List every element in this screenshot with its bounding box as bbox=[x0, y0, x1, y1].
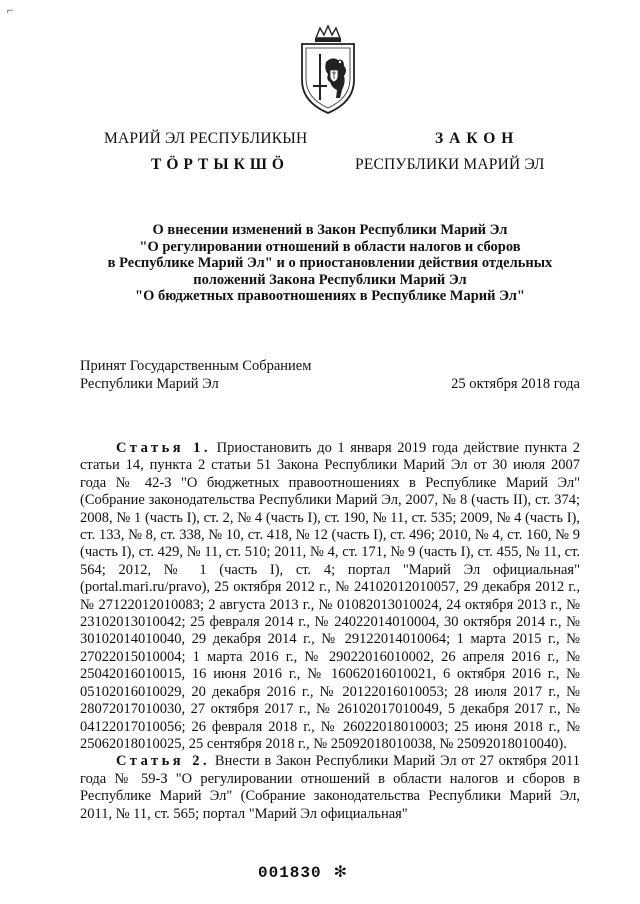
article-1-label: Статья 1. bbox=[116, 440, 212, 456]
header-right-line1: ЗАКОН bbox=[435, 130, 520, 147]
title-line: положений Закона Республики Марий Эл bbox=[193, 271, 467, 288]
article-2-label: Статья 2. bbox=[116, 753, 211, 770]
header-right-line2: РЕСПУБЛИКИ МАРИЙ ЭЛ bbox=[355, 156, 545, 173]
asterisk-mark-icon: ✻ bbox=[333, 862, 349, 881]
title-line: "О регулировании отношений в области налогов и сборов bbox=[139, 238, 521, 255]
adoption-date: 25 октября 2018 года bbox=[451, 376, 580, 392]
adoption-block bbox=[80, 357, 580, 393]
corner-mark-icon: ⌐ bbox=[7, 3, 14, 17]
article-2-text: Внести в Закон Республики Марий Эл от 27 октября 2011 года № 59-З "О регулировании отношений в области налогов и сборов в Республике Марий Эл" (Собрание законодательства Республики Марий Эл, 2011, № 11, ст. 565; портал "Марий Эл официальная" bbox=[80, 753, 580, 822]
title-line: в Республике Марий Эл" и о приостановлении действия отдельных bbox=[107, 255, 553, 271]
adopted-by-line1: Принят Государственным Собранием bbox=[80, 358, 312, 374]
document-number bbox=[258, 862, 348, 882]
law-body bbox=[80, 440, 580, 823]
adopted-by-line2: Республики Марий Эл bbox=[80, 376, 219, 392]
article-1-text: Приостановить до 1 января 2019 года действие пункта 2 статьи 14, пункта 2 статьи 51 Закона Республики Марий Эл от 30 июля 2007 года № 42-З "О бюджетных правоотношениях в Республике Марий Эл" (Собрание законодательства Республики Марий Эл, 2007, № 8 (часть II), ст. 374; 2008, № 1 (часть I), ст. 2, № 4 (часть I), ст. 190, № 11, ст. 535; 2009, № 4 (часть I), ст. 133, № 8, ст. 338, № 10, ст. 418, № 12 (часть I), ст. 496; 2010, № 4, ст. 160, № 9 (часть I), ст. 429, № 11, ст. 510; 2011, № 4, ст. 171, № 9 (часть I), ст. 455, № 11, ст. 564; 2012, № 1 (часть I), ст. 4; портал "Марий Эл официальная" (portal.mari.ru/pravo), 25 октября 2012 г., № 24102012010057, 29 декабря 2012 г., № 27122012010083; 2 августа 2013 г., № 01082013010024, 24 октября 2013 г., № 23102013010042; 25 февраля 2014 г., № 24022014010004, 30 октября 2014 г., № 30102014010040, 29 декабря 2014 г., № 29122014010064; 1 марта 2015 г., № 27022015010004; 1 марта 2016 г., № 29022016010002, 26 апреля 2016 г., № 25042016010015, 16 июня 2016 г., № 16062016010021, 6 октября 2016 г., № 05102016010029, 20 декабря 2016 г., № 20122016010053; 28 июля 2017 г., № 28072017010030, 27 октября 2017 г., № 26102017010049, 5 декабря 2017 г., № 04122017010056; 26 февраля 2018 г., № 26022018010003; 25 июня 2018 г., № 25062018010025, 25 сентября 2018 г., № 25092018010038, № 25092018010040). bbox=[80, 440, 580, 752]
article-2 bbox=[80, 753, 580, 823]
title-line: О внесении изменений в Закон Республики Марий Эл bbox=[152, 222, 508, 238]
article-1 bbox=[80, 440, 580, 753]
serial-number: 001830 bbox=[258, 864, 322, 882]
document-title bbox=[70, 222, 590, 305]
coat-of-arms-icon bbox=[296, 24, 360, 116]
header-left-line1: МАРИЙ ЭЛ РЕСПУБЛИКЫН bbox=[104, 130, 308, 147]
header-left-line2: ТӦРТЫКШӦ bbox=[151, 156, 289, 173]
title-line: "О бюджетных правоотношениях в Республике Марий Эл" bbox=[135, 288, 525, 304]
